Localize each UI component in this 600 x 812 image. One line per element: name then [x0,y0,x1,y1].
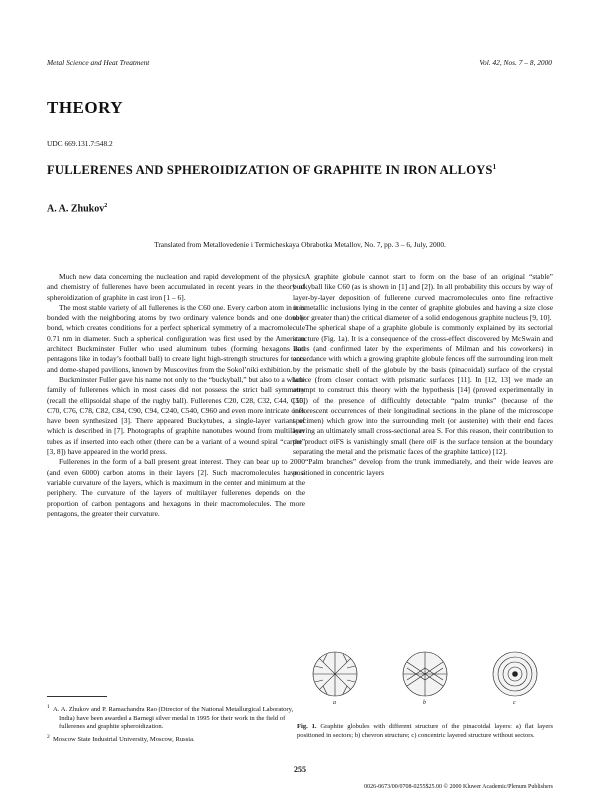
globule-a-sectored [313,652,357,696]
paragraph: A graphite globule cannot start to form on the base of an original “stable” buckyball like C60 (as is shown in [1] and [2]). In all probability this occurs by way of layer-by-layer deposition of fullerene curved macromolecules onto fine refractive nonmetallic inclusions lying in the center of graphite globules and having a size close to (or greater than) the critical diameter of a solid endogenous graphite nucleus [9, 10]. [293,272,553,323]
paragraph: Fullerenes in the form of a ball present great interest. They can bear up to 2000 (and even 6000) carbon atoms in their layers [2]. Such macromolecules have a variable curvature of the layers, which is maximum in the center and minimum at the periphery. The curvature of the layers of multilayer fullerenes depends on the proportion of carbon pentagons and hexagons in their macromolecules. The more pentagons, the greater their curvature. [47,457,305,518]
article-title-text: FULLERENES AND SPHEROIDIZATION OF GRAPHITE IN IRON ALLOYS [47,163,493,178]
paragraph: Buckminster Fuller gave his name not only to the “buckyball,” but also to a whole family of fullerenes which in most cases did not possess the strict ball symmetry (recall the ellipsoidal shape of the rugby ball). Fullerenes C20, C28, C32, C44, C50, C70, C76, C78, C82, C84, C90, C94, C240, C540, C960 and even more intricate ones have been synthesized [3]. There appeared Buckytubes, a single-layer variant of which is described in [7]. Photographs of graphite nanotubes wound from multilayer tubes as if inserted into each other (there can be a variant of a wound spiral “carpet” [3, 8]) have appeared in the world press. [47,374,305,457]
paragraph: The spherical shape of a graphite globule is commonly explained by its sectorial structure (Fig. 1a). It is a consequence of the cross-effect discovered by McSwain and Bates (and confirmed later by the experiments of Milman and his coworkers) in accordance with which a growing graphite globule fences off the surrounding iron melt by the prismatic shell of the globule by the basis (pinacoidal) surface of the crystal lattice (from closer contact with prismatic surfaces [11]. In [12, 13] we made an attempt to construct this theory with the hypothesis [14] (proved experimentally in [15]) of the presence of difficultly detectable “palm trunks” (because of the inflorescent occurrences of their longitudinal sections in the plane of the microscope specimen) which grow into the surrounding melt (or austenite) with their end faces leaving an ultimately small cross-sectional area S. For this reason, their contribution to the product σiFS is vanishingly small (here σiF is the surface tension at the boundary separating the metal and the prismatic faces of the graphite lattice) [12]. [293,323,553,457]
issn-line: 0026-0673/00/0708-0255$25.00 © 2000 Kluwer Academic/Plenum Publishers [364,784,553,790]
figure-caption-label: Fig. 1. [297,723,317,730]
translation-note: Translated from Metallovedenie i Termicheskaya Obrabotka Metallov, No. 7, pp. 3 – 6, July, 2000. [154,240,446,249]
footnote-2-mark: 2 [47,733,50,740]
figure-label-a: a [333,700,336,706]
footnote-1-text: A. A. Zhukov and P. Ramachandra Rao (Director of the National Metallurgical Laboratory, India) have been awarded a Barnegi silver medal in 1995 for their work in the field of fullerenes and graphite spheroidization. [53,706,294,731]
author-footnote-mark: 2 [104,203,108,209]
running-header-journal: Metal Science and Heat Treatment [47,58,150,67]
right-column [293,272,553,478]
figure-label-b: b [423,700,426,706]
left-column [47,272,305,519]
footnote-2-text: Moscow State Industrial University, Moscow, Russia. [53,736,195,744]
page-number: 255 [294,765,306,774]
paragraph: The most stable variety of all fullerenes is the C60 one. Every carbon atom in it is bonded with the neighboring atoms by two ordinary valence bonds and one double bond, which creates conditions for a perfect spherical symmetry of a macromolecule 0.71 nm in diameter. Such a spherical configuration was first used by the American architect Buckminster Fuller who used aluminum tubes (forming hexagons and pentagons like in today’s football ball) to create light high-strength structures for tents and dome-shaped pavilions, known by Muscovites from the Sokol’niki exhibition. [47,302,305,374]
section-heading: THEORY [47,98,124,117]
footnote-1-mark: 1 [47,704,50,710]
footnotes [47,696,305,746]
paragraph: Much new data concerning the nucleation and rapid development of the physics and chemistry of fullerenes have been accumulated in recent years in the theory of spheroidization of graphite in cast iron [1 – 6]. [47,272,305,302]
figure-caption [297,723,553,741]
article-title [47,163,496,178]
globule-c-concentric [493,652,537,696]
globule-b-chevron [403,652,447,696]
figure-label-c: c [513,700,516,706]
paragraph: “Palm branches” develop from the trunk immediately, and their wide leaves are positioned in concentric layers [293,457,553,477]
figure-graphite-globules [297,650,553,698]
footnote-1 [47,703,305,732]
running-header-volume: Vol. 42, Nos. 7 – 8, 2000 [479,58,552,67]
footnote-rule [47,696,107,697]
footnote-2 [47,733,305,745]
udc-code: UDC 669.131.7:548.2 [47,139,113,148]
author-line [47,203,107,214]
figure-caption-text: Graphite globules with different structure of the pinacoidal layers: a) flat layers positioned in sectors; b) chevron structure; c) concentric layered structure without sectors. [297,723,554,739]
author-name: A. A. Zhukov [47,203,105,215]
title-footnote-mark: 1 [492,163,497,171]
